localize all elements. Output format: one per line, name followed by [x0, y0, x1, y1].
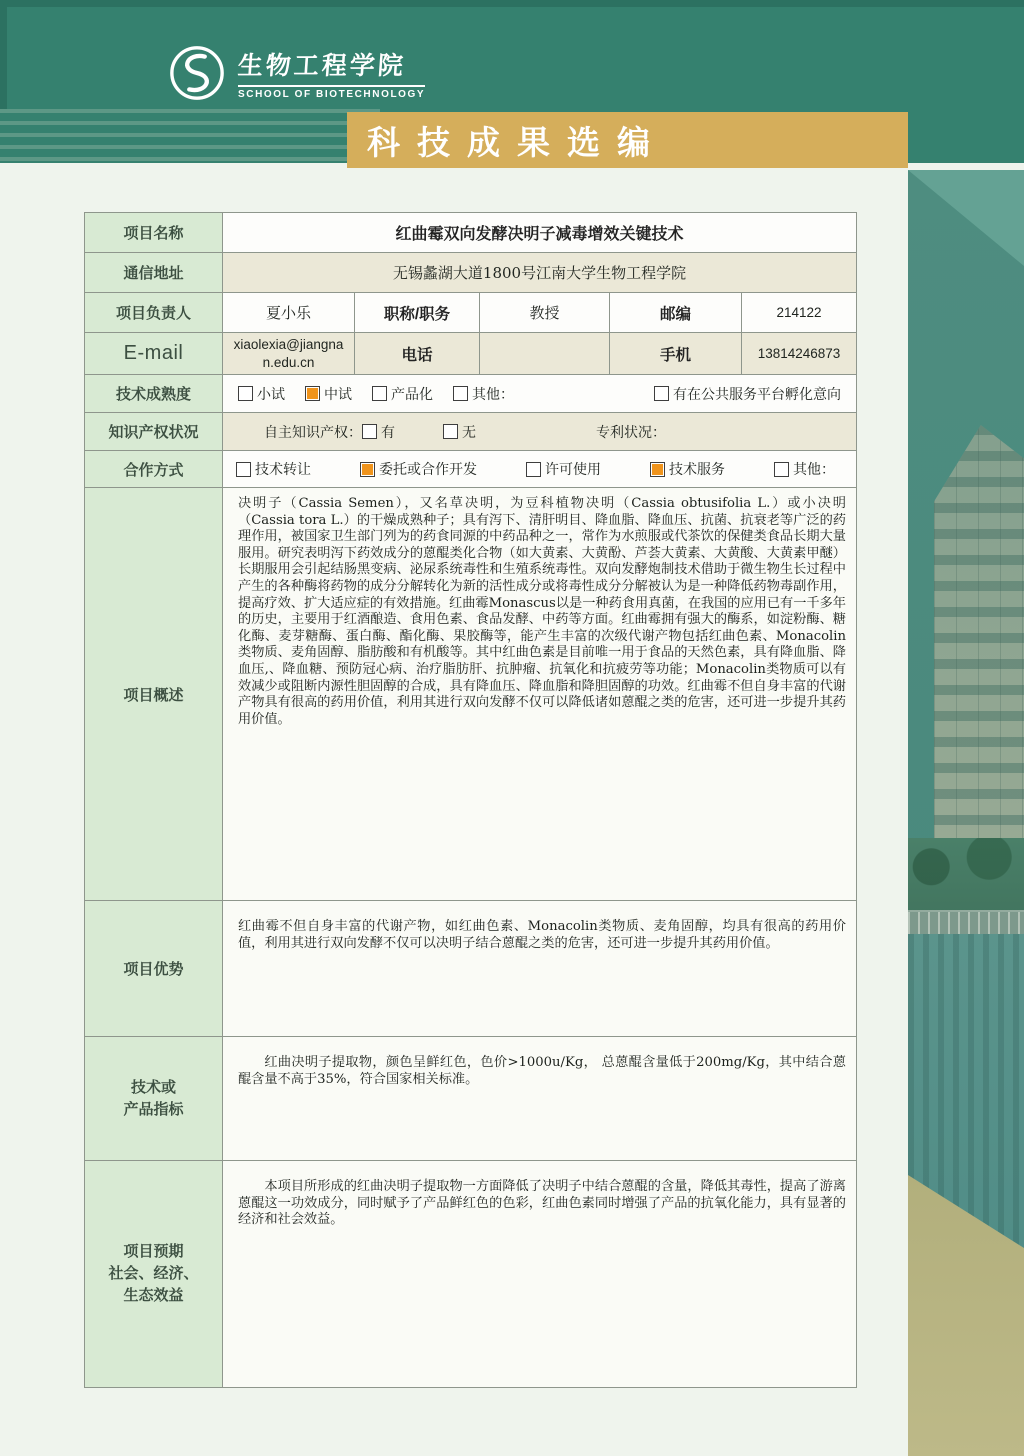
maturity-option-incubation: [654, 384, 841, 404]
label-ip-status: 知识产权状况: [85, 413, 223, 451]
label-benefits-line2: 社会、经济、: [108, 1265, 199, 1283]
maturity-option-lab: [238, 384, 285, 404]
value-project-name: 红曲霉双向发酵决明子减毒增效关键技术: [223, 213, 857, 253]
ip-prefix-text: 自主知识产权：: [264, 424, 362, 441]
coop-option-other: [774, 459, 835, 479]
school-logo: [168, 44, 425, 102]
value-maturity: [223, 375, 857, 413]
checkbox-coop-other[interactable]: [774, 462, 789, 477]
page-title: 科技成果选编: [367, 123, 667, 161]
checkbox-label: 中试: [324, 386, 352, 403]
photo-building: [934, 425, 1024, 903]
row-maturity: [85, 375, 857, 413]
checkbox-label: 小试: [257, 386, 285, 403]
value-benefits: 本项目所形成的红曲决明子提取物一方面降低了决明子中结合蒽醌的含量，降低其毒性，提高了游离蒽醌这一功效成分，同时赋予了产品鲜红色的色彩，红曲色素同时增强了产品的抗氧化能力，具有显著的经济和社会效益。: [223, 1161, 857, 1388]
label-email: E-mail: [85, 333, 223, 375]
label-mobile: 手机: [610, 333, 742, 375]
value-ip-status: [223, 413, 857, 451]
photo-bridge: [908, 910, 1024, 936]
row-leader: [85, 293, 857, 333]
row-advantage: [85, 901, 857, 1037]
school-name-en: SCHOOL OF BIOTECHNOLOGY: [238, 85, 425, 100]
checkbox-other[interactable]: [453, 386, 468, 401]
ip-option-no: [443, 422, 476, 442]
label-benefits-line1: 项目预期: [123, 1243, 184, 1261]
checkbox-productization[interactable]: [372, 386, 387, 401]
label-title: 职称/职务: [355, 293, 480, 333]
row-address: [85, 253, 857, 293]
label-indicators-line1: 技术或: [130, 1078, 176, 1096]
checkbox-pilot-test[interactable]: [305, 386, 320, 401]
value-postcode: 214122: [742, 293, 857, 333]
school-name-cn: 生物工程学院: [236, 51, 407, 80]
checkbox-label: 产品化: [391, 386, 433, 403]
checkbox-label: 委托或合作开发: [379, 462, 477, 478]
photo-sky: [908, 170, 1024, 266]
checkbox-label: 其他：: [793, 462, 835, 478]
coop-option-service: [650, 459, 725, 479]
coop-option-license: [526, 459, 601, 479]
campus-photo-strip: [908, 170, 1024, 1456]
label-cooperation: 合作方式: [85, 451, 223, 488]
patent-status-text: 专利状况：: [596, 424, 666, 441]
maturity-option-product: [372, 384, 433, 404]
checkbox-joint-development[interactable]: [360, 462, 375, 477]
checkbox-label: 其他：: [472, 386, 514, 403]
maturity-option-other: [453, 384, 514, 404]
label-benefits-line3: 生态效益: [123, 1286, 184, 1304]
coop-option-transfer: [236, 459, 311, 479]
value-advantage: 红曲霉不但自身丰富的代谢产物，如红曲色素、Monacolin类物质、麦角固醇，均具有很高的药用价值，利用其进行双向发酵不仅可以决明子结合蒽醌之类的危害，还可进一步提升其药用价值。: [223, 901, 857, 1037]
header-stripes: [0, 109, 380, 163]
row-cooperation: [85, 451, 857, 488]
row-project-name: [85, 213, 857, 253]
label-address: 通信地址: [85, 253, 223, 293]
checkbox-tech-transfer[interactable]: [236, 462, 251, 477]
ip-option-yes: [362, 422, 395, 442]
checkbox-lab-test[interactable]: [238, 386, 253, 401]
project-form-table: [84, 212, 857, 1388]
checkbox-label: 技术服务: [669, 462, 725, 478]
row-indicators: [85, 1037, 857, 1161]
label-indicators: [85, 1037, 223, 1161]
coop-option-joint-dev: [360, 459, 477, 479]
checkbox-tech-service[interactable]: [650, 462, 665, 477]
value-overview: 决明子（Cassia Semen），又名草决明，为豆科植物决明（Cassia obtusifolia L.）或小决明（Cassia tora L.）的干燥成熟种子；具有泻下、清肝明目、降血脂、降血压、抗菌、抗衰老等广泛的药理作用，被国家卫生部门列为的药食同源的中药品种之一，常作为水煎服或代茶饮的保健类食品长期大量服用。研究表明泻下药效成分的蒽醌类化合物（如大黄素、大黄酚、芦荟大黄素、大黄酸、大黄素甲醚）长期服用会引起结肠黑变病、泌尿系统毒性和生殖系统毒性。双向发酵炮制技术借助于微生物生长过程中产生的各种酶将药物的成分分解转化为新的活性成分或将毒性成分分解被认为是一种降低药物毒副作用，提高疗效、扩大适应症的有效措施。红曲霉Monascus以是一种药食用真菌，在我国的应用已有一千多年的历史，主要用于红酒酿造、食用色素、食品发酵、中药等方面。红曲霉拥有强大的酶系，如淀粉酶、糖化酶、麦芽糖酶、蛋白酶、酯化酶、果胶酶等，能产生丰富的次级代谢产物包括红曲色素、Monacolin类物质、麦角固醇、脂肪酸和有机酸等。其中红曲色素是目前唯一用于食品的天然色素，具有降血脂、降血压,、降血糖、预防冠心病、治疗脂肪肝、抗肿瘤、抗氧化和抗疲劳等功能；Monacolin类物质可以有效减少或阻断内源性胆固醇的合成，具有降血压、降血脂和降胆固醇的功效。红曲霉不但自身丰富的代谢产物具有很高的药用价值，利用其进行双向发酵不仅可以降低诸如蒽醌之类的危害，还可进一步提升其药用价值。: [223, 488, 857, 901]
row-email: [85, 333, 857, 375]
value-leader-name: 夏小乐: [223, 293, 355, 333]
checkbox-label: 有: [381, 424, 395, 441]
label-benefits: [85, 1161, 223, 1388]
label-overview: 项目概述: [85, 488, 223, 901]
row-ip-status: [85, 413, 857, 451]
value-phone: [480, 333, 610, 375]
value-cooperation: [223, 451, 857, 488]
row-overview: [85, 488, 857, 901]
school-logo-icon: [168, 44, 226, 102]
checkbox-ip-yes[interactable]: [362, 424, 377, 439]
value-email: xiaolexia@jiangnan.edu.cn: [223, 333, 355, 375]
title-banner: [347, 112, 908, 168]
value-address: 无锡蠡湖大道1800号江南大学生物工程学院: [223, 253, 857, 293]
row-benefits: [85, 1161, 857, 1388]
maturity-option-pilot: [305, 384, 352, 404]
label-postcode: 邮编: [610, 293, 742, 333]
checkbox-label: 许可使用: [545, 462, 601, 478]
checkbox-incubation-intent[interactable]: [654, 386, 669, 401]
checkbox-ip-no[interactable]: [443, 424, 458, 439]
checkbox-label: 有在公共服务平台孵化意向: [673, 386, 841, 403]
value-title: 教授: [480, 293, 610, 333]
value-indicators: 红曲决明子提取物，颜色呈鲜红色，色价>1000u/Kg， 总蒽醌含量低于200mg/Kg，其中结合蒽醌含量不高于35%，符合国家相关标准。: [223, 1037, 857, 1161]
value-mobile: 13814246873: [742, 333, 857, 375]
label-advantage: 项目优势: [85, 901, 223, 1037]
checkbox-license-use[interactable]: [526, 462, 541, 477]
label-indicators-line2: 产品指标: [123, 1100, 184, 1118]
label-leader: 项目负责人: [85, 293, 223, 333]
label-phone: 电话: [355, 333, 480, 375]
checkbox-label: 技术转让: [255, 462, 311, 478]
checkbox-label: 无: [462, 424, 476, 441]
header-top-edge: [0, 0, 1024, 7]
label-project-name: 项目名称: [85, 213, 223, 253]
label-maturity: 技术成熟度: [85, 375, 223, 413]
